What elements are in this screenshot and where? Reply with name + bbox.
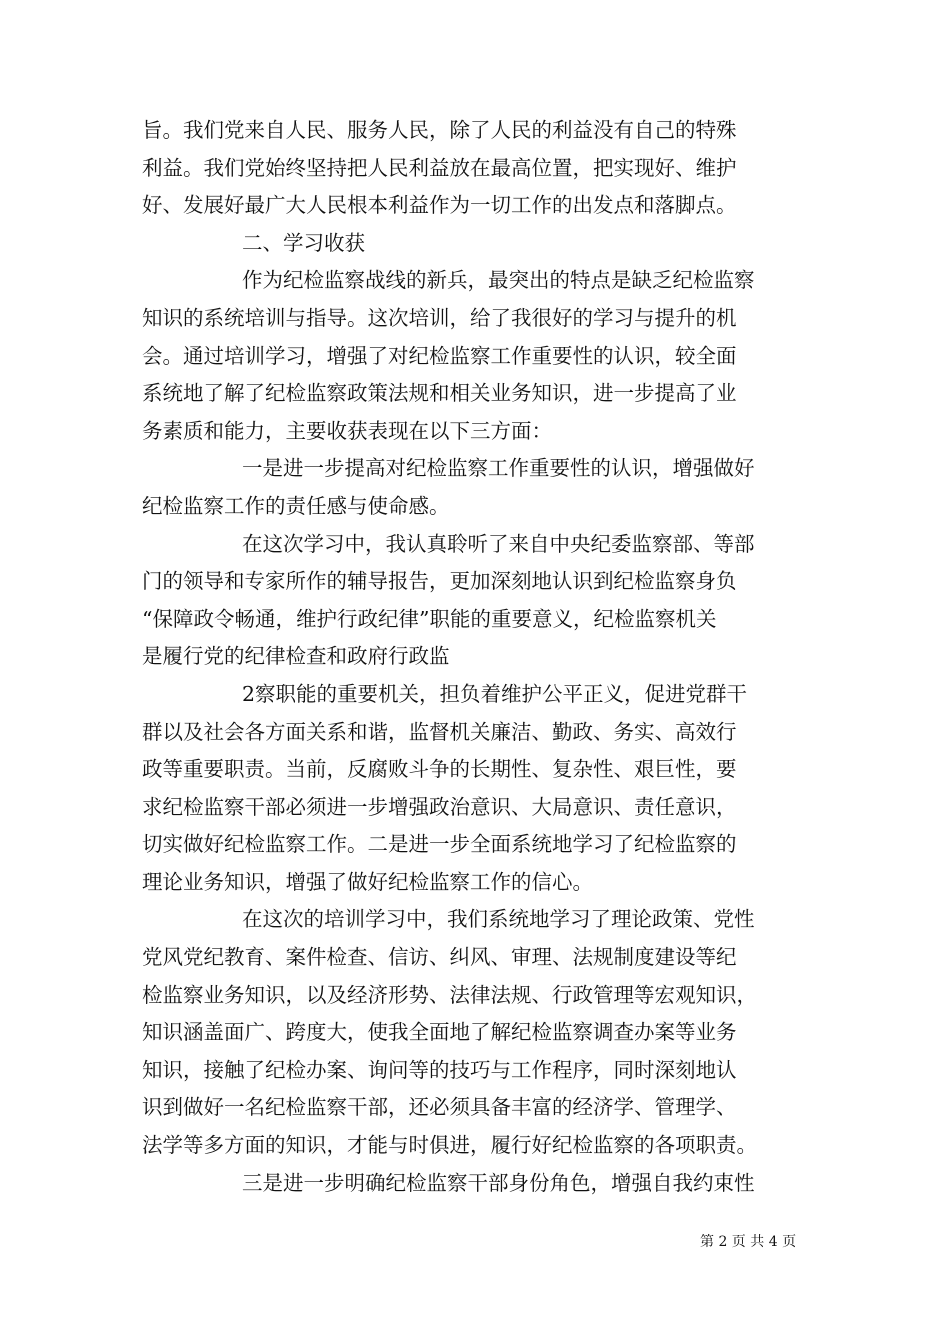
text-line: 好、发展好最广大人民根本利益作为一切工作的出发点和落脚点。	[142, 193, 737, 218]
text-line: 知识涵盖面广、跨度大，使我全面地了解纪检监察调查办案等业务	[142, 1020, 737, 1045]
text-line: 切实做好纪检监察工作。二是进一步全面系统地学习了纪检监察的	[142, 832, 737, 857]
text-line: 利益。我们党始终坚持把人民利益放在最高位置，把实现好、维护	[142, 155, 737, 180]
text-line: 知识，接触了纪检办案、询问等的技巧与工作程序，同时深刻地认	[142, 1057, 737, 1082]
text-line: 是履行党的纪律检查和政府行政监	[142, 644, 450, 669]
text-line: 法学等多方面的知识，才能与时俱进，履行好纪检监察的各项职责。	[142, 1133, 757, 1158]
text-line: 知识的系统培训与指导。这次培训，给了我很好的学习与提升的机	[142, 305, 737, 330]
text-line: 一是进一步提高对纪检监察工作重要性的认识，增强做好	[242, 456, 755, 481]
text-line: 纪检监察工作的责任感与使命感。	[142, 493, 450, 518]
text-line: 检监察业务知识，以及经济形势、法律法规、行政管理等宏观知识，	[142, 982, 757, 1007]
text-line: 会。通过培训学习，增强了对纪检监察工作重要性的认识，较全面	[142, 343, 737, 368]
text-line: 系统地了解了纪检监察政策法规和相关业务知识，进一步提高了业	[142, 381, 737, 406]
text-line: 三是进一步明确纪检监察干部身份角色，增强自我约束性	[242, 1170, 755, 1195]
text-line: 门的领导和专家所作的辅导报告，更加深刻地认识到纪检监察身负	[142, 569, 737, 594]
text-line: 二、学习收获	[242, 230, 365, 255]
text-line: 求纪检监察干部必须进一步增强政治意识、大局意识、责任意识，	[142, 794, 737, 819]
text-line: 旨。我们党来自人民、服务人民，除了人民的利益没有自己的特殊	[142, 118, 737, 142]
text-line: 在这次学习中，我认真聆听了来自中央纪委监察部、等部	[242, 531, 755, 556]
text-line: 政等重要职责。当前，反腐败斗争的长期性、复杂性、艰巨性，要	[142, 757, 737, 782]
text-line: 群以及社会各方面关系和谐，监督机关廉洁、勤政、务实、高效行	[142, 719, 737, 744]
text-line: 理论业务知识，增强了做好纪检监察工作的信心。	[142, 869, 593, 894]
text-line: “保障政令畅通，维护行政纪律”职能的重要意义，纪检监察机关	[142, 606, 717, 631]
text-line: 务素质和能力，主要收获表现在以下三方面：	[142, 418, 552, 443]
text-line: 2察职能的重要机关，担负着维护公平正义，促进党群干	[242, 681, 748, 706]
document-body	[142, 112, 818, 1202]
text-line: 党风党纪教育、案件检查、信访、纠风、审理、法规制度建设等纪	[142, 945, 737, 970]
text-line: 在这次的培训学习中，我们系统地学习了理论政策、党性	[242, 907, 755, 932]
page-footer: 第 2 页 共 4 页	[700, 1234, 797, 1250]
text-line: 识到做好一名纪检监察干部，还必须具备丰富的经济学、管理学、	[142, 1095, 737, 1120]
text-line: 作为纪检监察战线的新兵，最突出的特点是缺乏纪检监察	[242, 268, 755, 293]
